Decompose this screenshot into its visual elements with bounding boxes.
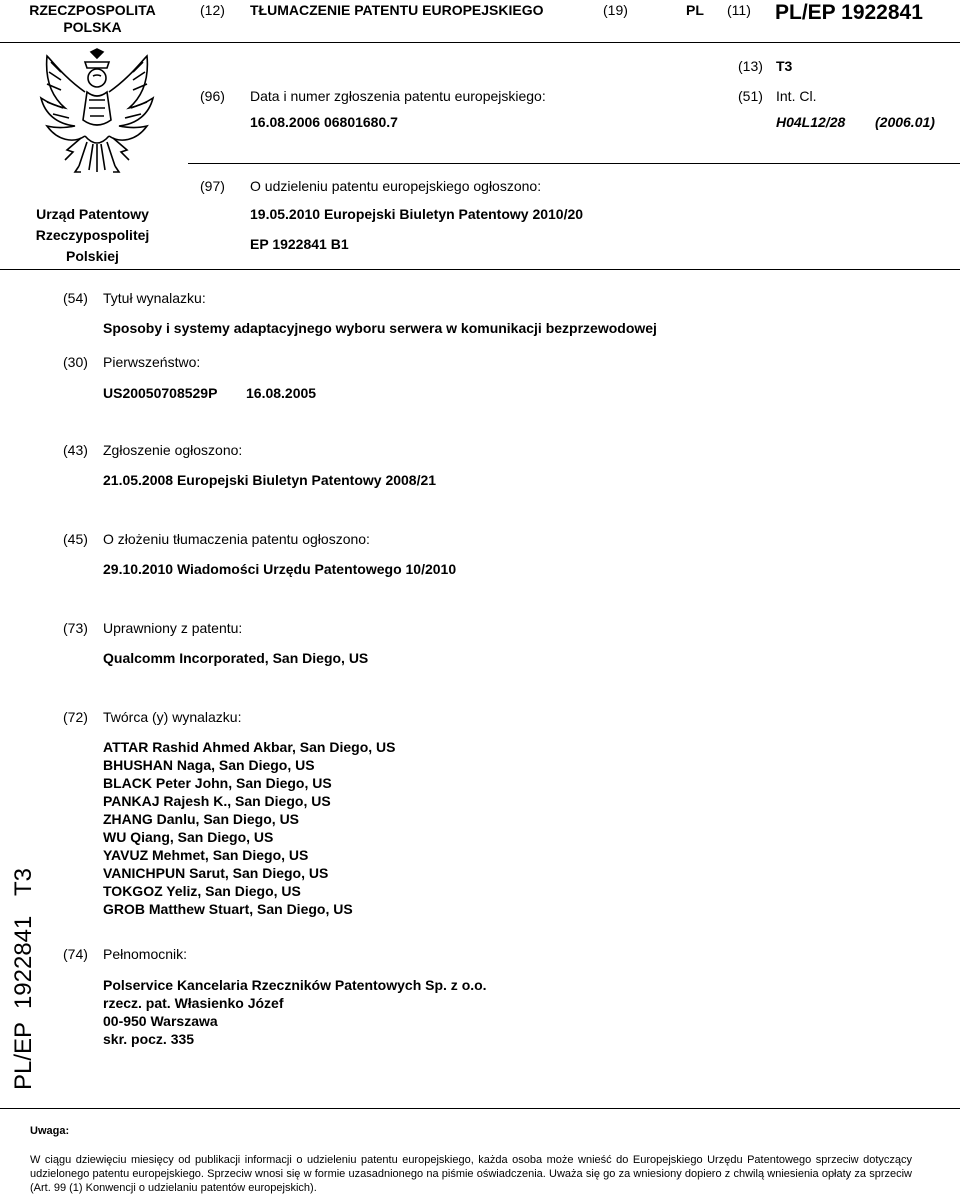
attorney-line: skr. pocz. 335 [103,1031,195,1047]
inventors-label: Twórca (y) wynalazku: [103,709,242,725]
inventor: PANKAJ Rajesh K., San Diego, US [103,793,331,809]
patent-number: PL/EP 1922841 [775,1,923,24]
publication-value: 21.05.2008 Europejski Biuletyn Patentowy 2008/21 [103,472,437,488]
title-code: (54) [63,290,88,306]
attorney-label: Pełnomocnik: [103,946,188,962]
inventor: BHUSHAN Naga, San Diego, US [103,757,315,773]
code-96: (96) [200,88,225,104]
footer-divider [0,1108,960,1109]
publication-label: Zgłoszenie ogłoszono: [103,442,243,458]
header-bottom-divider [0,269,960,270]
priority-number: US20050708529P [103,385,218,401]
country-name: RZECZPOSPOLITA POLSKA [29,2,156,35]
country-code: PL [686,2,704,18]
inventor: YAVUZ Mehmet, San Diego, US [103,847,309,863]
inventor: GROB Matthew Stuart, San Diego, US [103,901,353,917]
filing-value: 16.08.2006 06801680.7 [250,114,398,130]
publication-code: (43) [63,442,88,458]
code-13: (13) [738,58,763,74]
inventor: ZHANG Danlu, San Diego, US [103,811,300,827]
polish-eagle-emblem [35,48,159,188]
translation-label: O złożeniu tłumaczenia patentu ogłoszono: [103,531,370,547]
inventor: TOKGOZ Yeliz, San Diego, US [103,883,301,899]
owner-value: Qualcomm Incorporated, San Diego, US [103,650,369,666]
attorney-block [103,976,487,1048]
owner-code: (73) [63,620,88,636]
inventor: VANICHPUN Sarut, San Diego, US [103,865,329,881]
owner-label: Uprawniony z patentu: [103,620,243,636]
code-11: (11) [727,2,751,18]
attorney-line: 00-950 Warszawa [103,1013,218,1029]
inventor: BLACK Peter John, San Diego, US [103,775,332,791]
attorney-line: rzecz. pat. Własienko Józef [103,995,284,1011]
kind-code: T3 [776,58,793,74]
translation-value: 29.10.2010 Wiadomości Urzędu Patentowego 10/2010 [103,561,457,577]
invention-title: Sposoby i systemy adaptacyjnego wyboru serwera w komunikacji bezprzewodowej [103,320,657,336]
note-text: W ciągu dziewięciu miesięcy od publikacji informacji o udzieleniu patentu europejskiego, każda osoba może wnieść do Europejskiego Urzędu Patentowego sprzeciw dotyczący udzielonego patentu europejskiego. Sprzeciw wnosi się w formie uzasadnionego na piśmie oświadczenia. Uważa się go za wniesiony dopiero z chwilą wniesienia opłaty za sprzeciw (Art. 99 (1) Konwencji o udzielaniu patentów europejskich). [30,1154,912,1194]
note-title: Uwaga: [30,1125,70,1137]
inventor: ATTAR Rashid Ahmed Akbar, San Diego, US [103,739,396,755]
side-patent-label: PL/EP 1922841 T3 [10,868,37,1090]
code-97: (97) [200,178,225,194]
priority-code: (30) [63,354,88,370]
title-label: Tytuł wynalazku: [103,290,206,306]
int-cl-value: H04L12/28 [776,114,846,130]
patent-office: Urząd Patentowy Rzeczypospolitej Polskiej [35,206,150,264]
code-12: (12) [200,2,225,18]
code-19: (19) [603,2,628,18]
document-type: TŁUMACZENIE PATENTU EUROPEJSKIEGO [250,2,544,18]
priority-label: Pierwszeństwo: [103,354,201,370]
grant-label: O udzieleniu patentu europejskiego ogłoszono: [250,178,542,194]
header-mid-divider [188,163,960,164]
inventors-list [103,738,395,918]
attorney-line: Polservice Kancelaria Rzeczników Patentowych Sp. z o.o. [103,977,487,993]
attorney-code: (74) [63,946,88,962]
filing-label: Data i numer zgłoszenia patentu europejskiego: [250,88,546,104]
inventor: WU Qiang, San Diego, US [103,829,274,845]
ep-number: EP 1922841 B1 [250,236,349,252]
header-divider [0,42,960,43]
int-cl-label: Int. Cl. [776,88,817,104]
int-cl-year: (2006.01) [875,114,935,130]
grant-value: 19.05.2010 Europejski Biuletyn Patentowy 2010/20 [250,206,584,222]
translation-code: (45) [63,531,88,547]
code-51: (51) [738,88,763,104]
priority-date: 16.08.2005 [246,385,317,401]
inventors-code: (72) [63,709,88,725]
